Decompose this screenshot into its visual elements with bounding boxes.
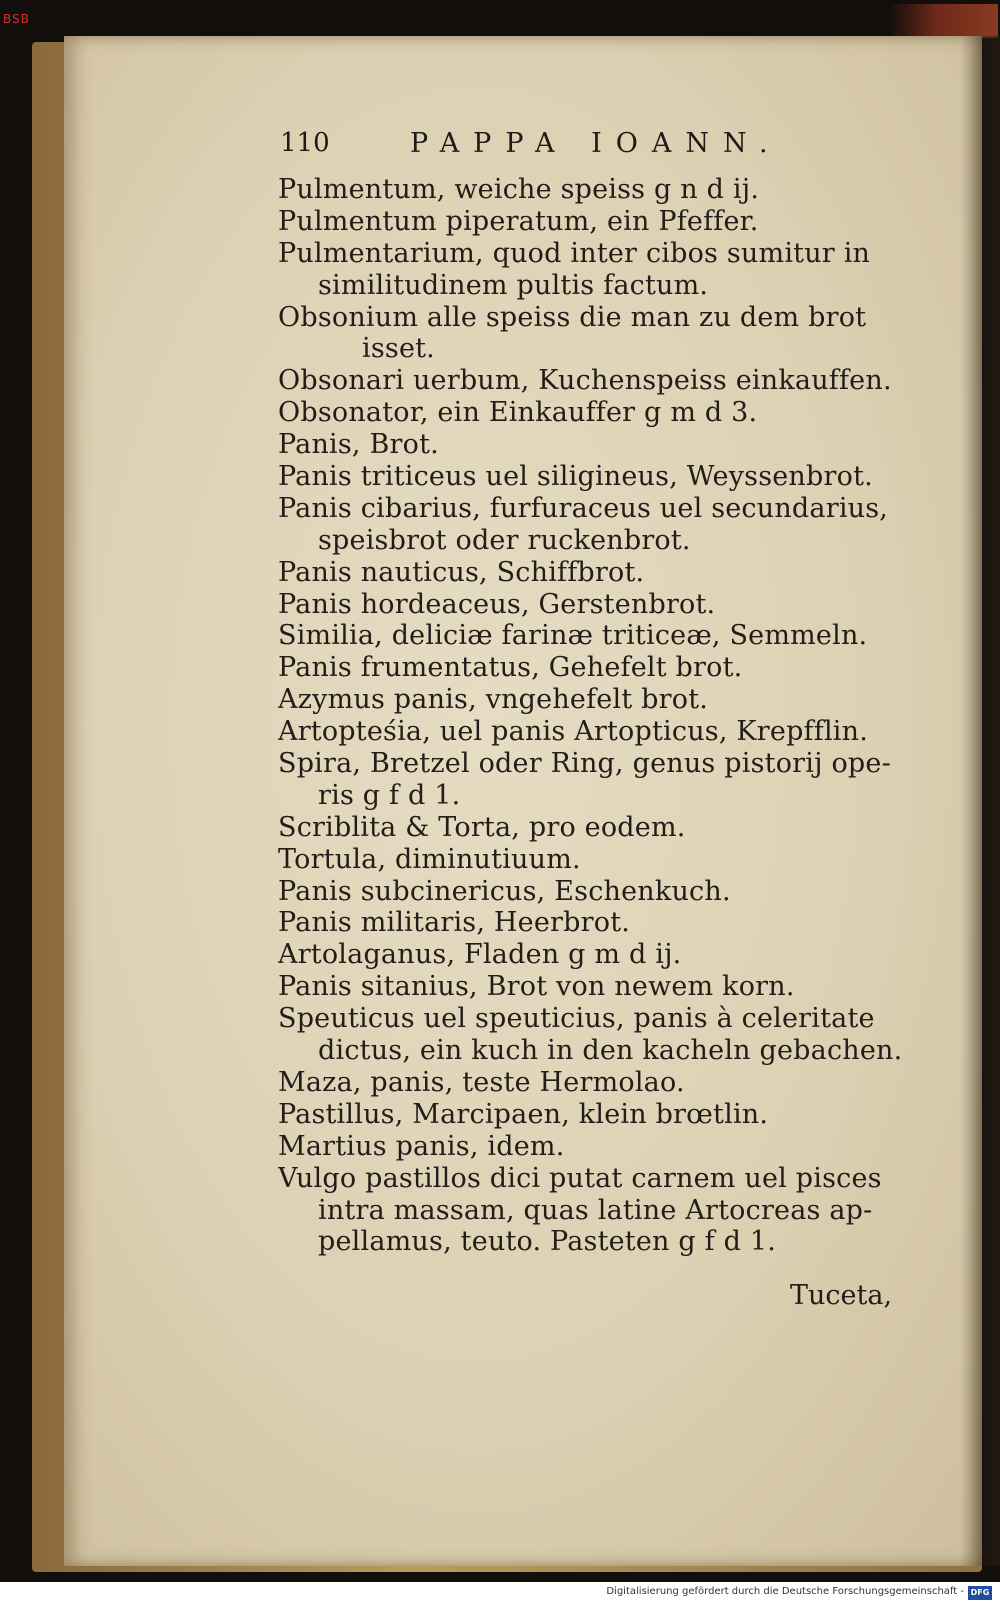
text-line: pellamus, teuto. Pasteten g f d 1. (318, 1226, 777, 1258)
text-line: Pulmentum, weiche speiss g n d ij. (278, 174, 760, 205)
book-cover-corner (888, 4, 998, 38)
text-line: Panis triticeus uel siligineus, Weyssenbrot. (278, 461, 873, 493)
text-line: ris g f d 1. (318, 779, 461, 811)
text-line: Obsonium alle speiss die man zu dem brot (278, 301, 867, 333)
text-line: Panis frumentatus, Gehefelt brot. (278, 652, 743, 684)
text-line: isset. (362, 333, 435, 365)
text-line: Obsonari uerbum, Kuchenspeiss einkauffen. (278, 365, 892, 397)
catchword: Tuceta, (790, 1280, 893, 1311)
text-line: Tortula, diminutiuum. (278, 843, 581, 875)
glossary-text (278, 174, 918, 1258)
text-line: Panis, Brot. (278, 429, 439, 461)
page-gutter-shadow (960, 36, 1000, 1566)
text-line: Similia, deliciæ farinæ triticeæ, Semmeln. (278, 620, 868, 652)
text-line: Panis hordeaceus, Gerstenbrot. (278, 588, 716, 620)
text-line: Panis militaris, Heerbrot. (278, 907, 631, 939)
text-line: Pulmentarium, quod inter cibos sumitur in (278, 237, 871, 269)
text-line: Azymus panis, vngehefelt brot. (278, 684, 709, 716)
page-header (280, 128, 840, 164)
text-line: similitudinem pultis factum. (318, 269, 709, 301)
text-line: Obsonator, ein Einkauffer g m d 3. (278, 397, 758, 429)
text-line: intra massam, quas latine Artocreas ap- (318, 1194, 873, 1226)
text-line: Pastillus, Marcipaen, klein brœtlin. (278, 1098, 769, 1130)
digitization-footer (0, 1582, 1000, 1606)
text-line: Panis cibarius, furfuraceus uel secundarius, (278, 492, 889, 524)
text-line: Vulgo pastillos dici putat carnem uel pisces (278, 1162, 882, 1194)
text-line: Pulmentum piperatum, ein Pfeffer. (278, 205, 759, 237)
text-line: Maza, panis, teste Hermolao. (278, 1066, 685, 1098)
text-line: Martius panis, idem. (278, 1130, 565, 1162)
page-number: 110 (280, 128, 330, 158)
text-line: Panis sitanius, Brot von newem korn. (278, 971, 795, 1003)
text-line: dictus, ein kuch in den kacheln gebachen. (318, 1035, 903, 1067)
text-line: Panis subcinericus, Eschenkuch. (278, 875, 731, 907)
text-line: Scriblita & Torta, pro eodem. (278, 811, 686, 843)
text-line: Panis nauticus, Schiffbrot. (278, 556, 645, 588)
dfg-logo: DFG (968, 1586, 992, 1600)
text-line: Artopteśia, uel panis Artopticus, Krepfflin. (278, 716, 868, 748)
running-head: PAPPA IOANN. (410, 128, 782, 159)
text-line: Artolaganus, Fladen g m d ij. (278, 939, 682, 971)
funding-credit: Digitalisierung gefördert durch die Deutsche Forschungsgemeinschaft - (606, 1586, 964, 1597)
text-line: Speuticus uel speuticius, panis à celeritate (278, 1003, 875, 1035)
text-line: speisbrot oder ruckenbrot. (318, 524, 691, 556)
text-line: Spira, Bretzel oder Ring, genus pistorij ope- (278, 748, 891, 780)
library-watermark: BSB (3, 12, 30, 26)
